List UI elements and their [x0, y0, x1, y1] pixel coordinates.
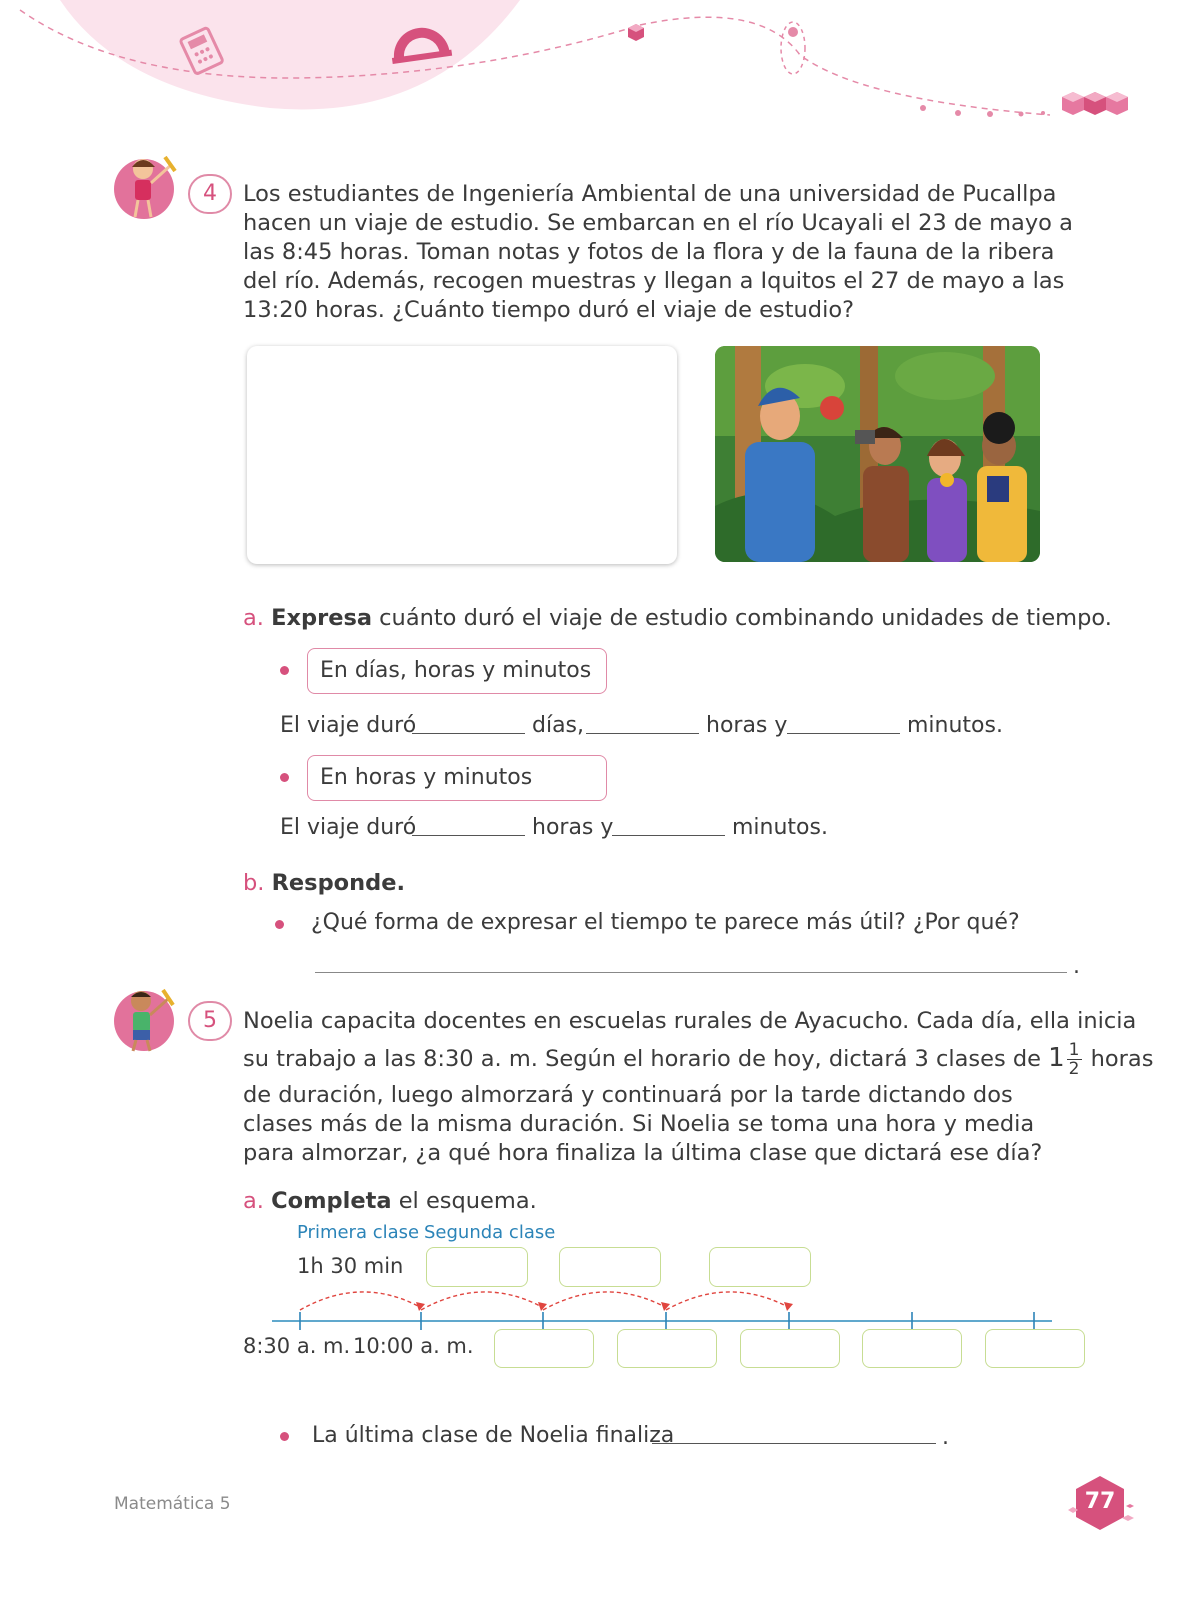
page-number: 77	[1084, 1489, 1116, 1514]
girl-avatar-icon	[113, 153, 179, 223]
mixed-fraction	[1067, 1041, 1082, 1078]
minutes-blank[interactable]	[787, 733, 900, 734]
days-blank[interactable]	[412, 733, 525, 734]
hours-blank-2[interactable]	[412, 835, 525, 836]
part-a-instruction-5: el esquema.	[391, 1188, 537, 1214]
boy-avatar-icon	[113, 985, 179, 1055]
option-hours-minutes: En horas y minutos	[307, 755, 607, 801]
bullet-icon	[280, 773, 289, 782]
students-forest-illustration	[715, 346, 1040, 562]
problem-5-number: 5	[188, 1001, 232, 1041]
final-end-mark: .	[942, 1425, 949, 1450]
line2-pre: su trabajo a las 8:30 a. m. Según el horario de hoy, dictará 3 clases de	[243, 1046, 1041, 1072]
problem-4-number: 4	[188, 174, 232, 214]
duration-box-2[interactable]	[426, 1247, 528, 1287]
part-a-bold-5: Completa	[271, 1188, 392, 1214]
problem-5-part-a	[243, 1186, 537, 1216]
mixed-whole: 1	[1048, 1043, 1065, 1073]
final-question: La última clase de Noelia finaliza	[312, 1423, 675, 1448]
hours-blank[interactable]	[586, 733, 699, 734]
fraction-denominator: 2	[1068, 1059, 1080, 1079]
footer-book-title: Matemática 5	[114, 1494, 231, 1514]
time-box-7[interactable]	[985, 1329, 1085, 1368]
part-b-letter: b.	[243, 870, 265, 896]
line1-days-word: días,	[532, 713, 585, 738]
part-b-question: ¿Qué forma de expresar el tiempo te parece más útil? ¿Por qué?	[311, 910, 1020, 935]
header-decoration	[0, 0, 1193, 140]
label-first-class: Primera clase	[297, 1222, 420, 1243]
line2-post: horas	[1090, 1046, 1154, 1072]
label-second-class: Segunda clase	[424, 1222, 556, 1243]
problem-4-text: Los estudiantes de Ingeniería Ambiental de una universidad de Pucallpa hacen un viaje de estudio. Se embarcan en el río Ucayali el 23 de mayo a las 8:45 horas. Toman notas y fotos de la flora y de la fauna de la ribera del río. Además, recogen muestras y llegan a Iquitos el 27 de mayo a las 13:20 horas. ¿Cuánto tiempo duró el viaje de estudio?	[243, 181, 1073, 323]
time-second: 10:00 a. m.	[353, 1334, 474, 1358]
cube-icon	[628, 24, 644, 41]
bullet-icon	[275, 920, 284, 929]
line1-minutes-word: minutos.	[907, 713, 1003, 738]
minutes-blank-2[interactable]	[612, 835, 725, 836]
problem-4-part-a	[243, 603, 1112, 633]
line2-minutes-word: minutos.	[732, 815, 828, 840]
part-a-instruction: cuánto duró el viaje de estudio combinando unidades de tiempo.	[372, 605, 1112, 631]
part-b-end-mark: .	[1073, 954, 1080, 979]
bullet-icon	[280, 1432, 289, 1441]
time-box-4[interactable]	[617, 1329, 717, 1368]
line2-prefix: El viaje duró	[280, 815, 417, 840]
line1-hours-word: horas y	[706, 713, 788, 738]
final-answer-line[interactable]	[652, 1443, 936, 1444]
cubes-icon	[1062, 92, 1128, 115]
line1-prefix: El viaje duró	[280, 713, 417, 738]
part-b-answer-line[interactable]	[315, 972, 1067, 973]
fraction-numerator: 1	[1068, 1040, 1080, 1060]
duration-box-4[interactable]	[709, 1247, 811, 1287]
part-b-bold: Responde.	[271, 870, 406, 896]
option-days-hours-minutes: En días, horas y minutos	[307, 648, 607, 694]
problem-5-text-line2	[243, 1036, 1153, 1081]
problem-5-text-rest: de duración, luego almorzará y continuará por la tarde dictando dos clases más de la misma duración. Si Noelia se toma una hora y media para almorzar, ¿a qué hora finaliza la última clase que dictará ese día?	[243, 1082, 1043, 1166]
part-a-bold: Expresa	[271, 605, 373, 631]
problem-5-text-line1: Noelia capacita docentes en escuelas rurales de Ayacucho. Cada día, ella inicia	[243, 1008, 1137, 1034]
time-box-5[interactable]	[740, 1329, 840, 1368]
time-box-6[interactable]	[862, 1329, 962, 1368]
time-start: 8:30 a. m.	[243, 1334, 351, 1358]
part-a-letter-5: a.	[243, 1188, 264, 1214]
answer-workspace-box[interactable]	[247, 346, 677, 564]
time-box-3[interactable]	[494, 1329, 594, 1368]
first-class-duration: 1h 30 min	[297, 1254, 404, 1278]
timeline	[270, 1284, 1060, 1334]
duration-box-3[interactable]	[559, 1247, 661, 1287]
problem-4-part-b	[243, 868, 405, 898]
bullet-icon	[280, 666, 289, 675]
line2-hours-word: horas y	[532, 815, 614, 840]
part-a-letter: a.	[243, 605, 264, 631]
